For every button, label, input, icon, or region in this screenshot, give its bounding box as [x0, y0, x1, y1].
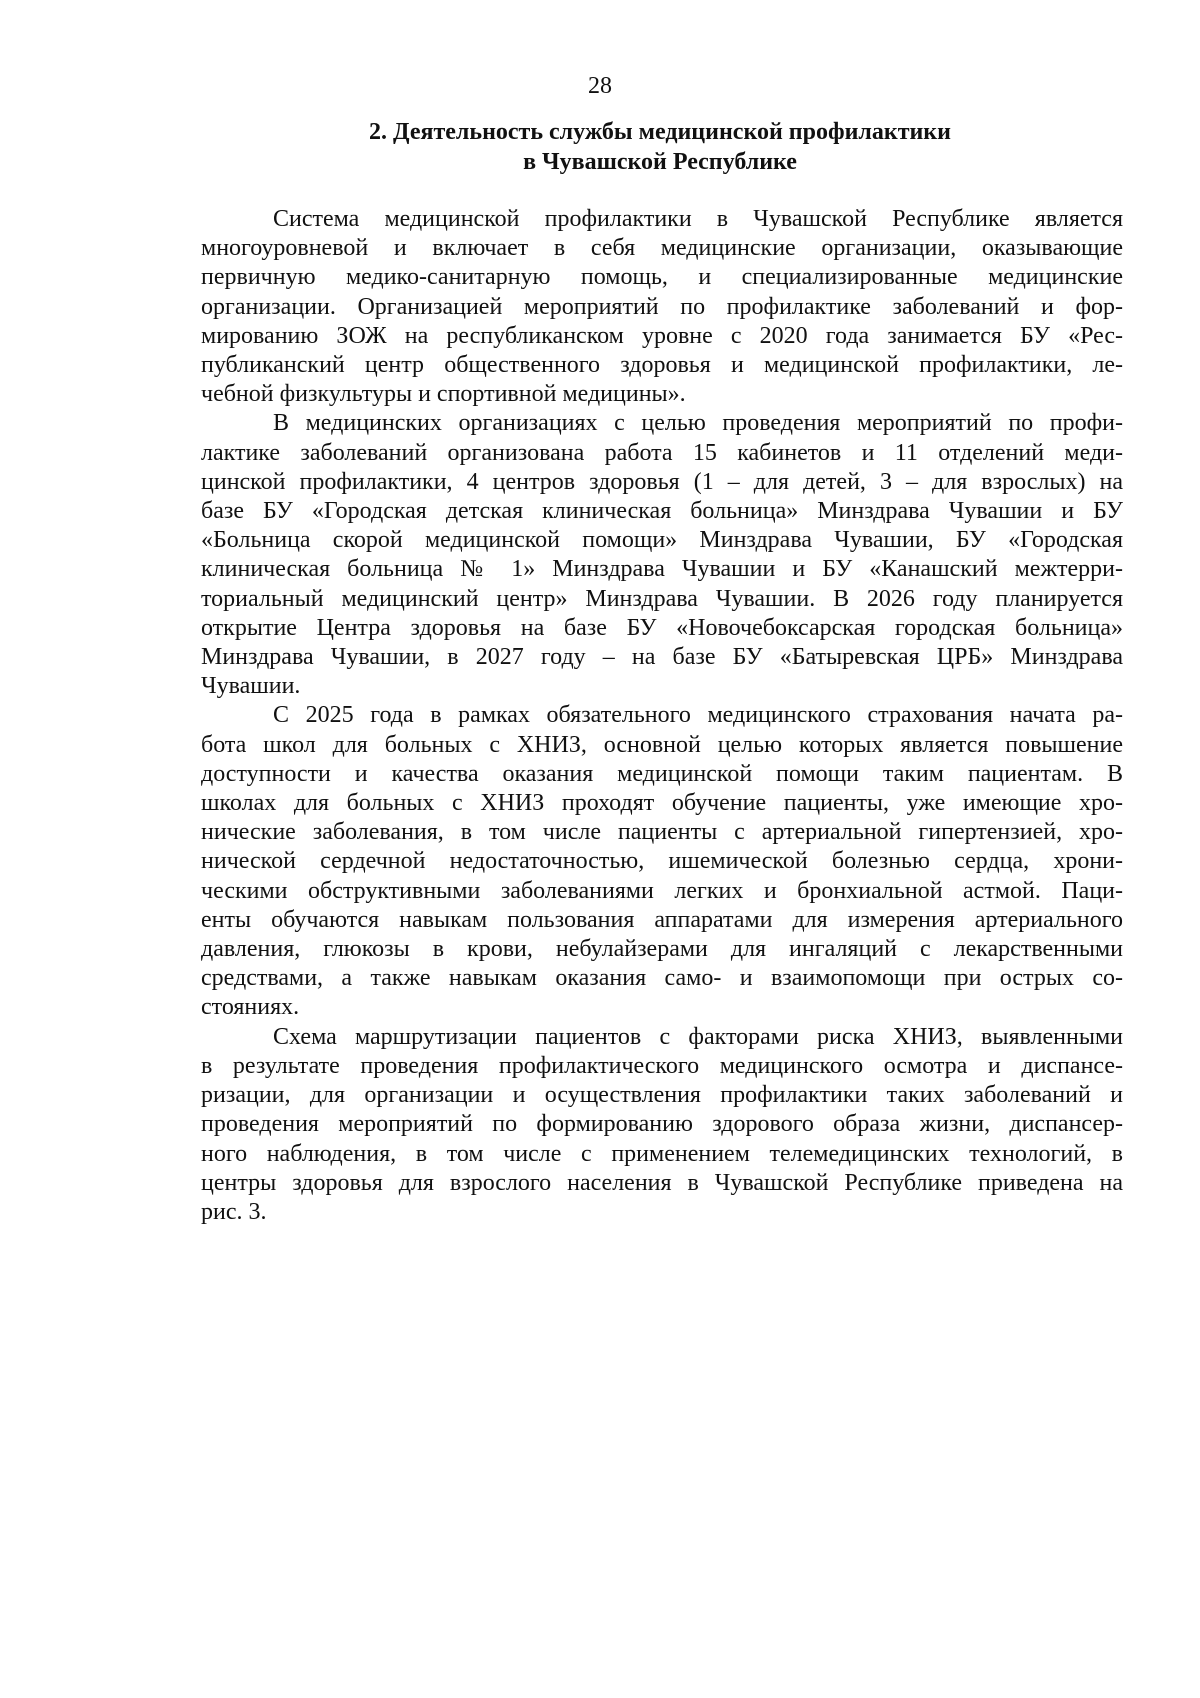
text-line: центры здоровья для взрослого населения в Чувашской Республике приведена на: [201, 1169, 1123, 1196]
text-line: средствами, а также навыкам оказания само- и взаимопомощи при острых со-: [201, 965, 1123, 992]
text-line: Система медицинской профилактики в Чувашской Республике является: [273, 206, 1123, 232]
text-line: ториальный медицинский центр» Минздрава Чувашии. В 2026 году планируется: [201, 585, 1123, 612]
text-line: «Больница скорой медицинской помощи» Минздрава Чувашии, БУ «Городская: [201, 527, 1123, 554]
paragraph-3: [201, 701, 1123, 1022]
text-line: ческими обструктивными заболеваниями легких и бронхиальной астмой. Паци-: [201, 877, 1123, 904]
text-line: организации. Организацией мероприятий по профилактике заболеваний и фор-: [201, 293, 1123, 320]
text-line: цинской профилактики, 4 центров здоровья (1 – для детей, 3 – для взрослых) на: [201, 468, 1123, 495]
text-line: многоуровневой и включает в себя медицинские организации, оказывающие: [201, 235, 1123, 262]
text-line: стояниях.: [201, 994, 300, 1021]
text-line: базе БУ «Городская детская клиническая больница» Минздрава Чувашии и БУ: [201, 498, 1123, 525]
text-line: проведения мероприятий по формированию здорового образа жизни, диспансер-: [201, 1111, 1123, 1138]
text-line: публиканский центр общественного здоровья и медицинской профилактики, ле-: [201, 352, 1123, 379]
text-line: давления, глюкозы в крови, небулайзерами для ингаляций с лекарственными: [201, 936, 1123, 963]
paragraph-1: [201, 205, 1123, 409]
body-text: [201, 205, 1123, 1227]
text-line: Минздрава Чувашии, в 2027 году – на базе БУ «Батыревская ЦРБ» Минздрава: [201, 644, 1123, 671]
text-line: мированию ЗОЖ на республиканском уровне с 2020 года занимается БУ «Рес-: [201, 322, 1123, 349]
text-line: бота школ для больных с ХНИЗ, основной целью которых является повышение: [201, 731, 1123, 758]
text-line: школах для больных с ХНИЗ проходят обучение пациенты, уже имеющие хро-: [201, 790, 1123, 817]
text-line: Схема маршрутизации пациентов с факторами риска ХНИЗ, выявленными: [273, 1023, 1123, 1050]
section-heading: [200, 117, 1120, 177]
text-line: в результате проведения профилактического медицинского осмотра и диспансе-: [201, 1052, 1123, 1079]
text-line: первичную медико-санитарную помощь, и специализированные медицинские: [201, 264, 1123, 291]
text-line: лактике заболеваний организована работа 15 кабинетов и 11 отделений меди-: [201, 439, 1123, 466]
text-line: енты обучаются навыкам пользования аппаратами для измерения артериального: [201, 906, 1123, 933]
text-line: открытие Центра здоровья на базе БУ «Новочебоксарская городская больница»: [201, 614, 1123, 641]
text-line: нической сердечной недостаточностью, ишемической болезнью сердца, хрони-: [201, 848, 1123, 875]
section-heading-line-2: в Чувашской Республике: [523, 149, 797, 175]
text-line: С 2025 года в рамках обязательного медицинского страхования начата ра-: [273, 702, 1123, 729]
text-line: ного наблюдения, в том числе с применением телемедицинских технологий, в: [201, 1140, 1123, 1167]
section-heading-line-1: 2. Деятельность службы медицинской профилактики: [369, 119, 951, 145]
text-line: чебной физкультуры и спортивной медицины».: [201, 381, 686, 408]
paragraph-4: [201, 1023, 1123, 1227]
text-line: ризации, для организации и осуществления профилактики таких заболеваний и: [201, 1082, 1123, 1109]
page-number: 28: [588, 73, 612, 99]
text-line: нические заболевания, в том числе пациенты с артериальной гипертензией, хро-: [201, 819, 1123, 846]
text-line: доступности и качества оказания медицинской помощи таким пациентам. В: [201, 760, 1123, 787]
text-line: клиническая больница № 1» Минздрава Чувашии и БУ «Канашский межтерри-: [201, 556, 1123, 583]
paragraph-2: [201, 409, 1123, 701]
text-line: В медицинских организациях с целью проведения мероприятий по профи-: [273, 410, 1123, 437]
text-line: рис. 3.: [201, 1198, 267, 1225]
text-line: Чувашии.: [201, 673, 301, 700]
